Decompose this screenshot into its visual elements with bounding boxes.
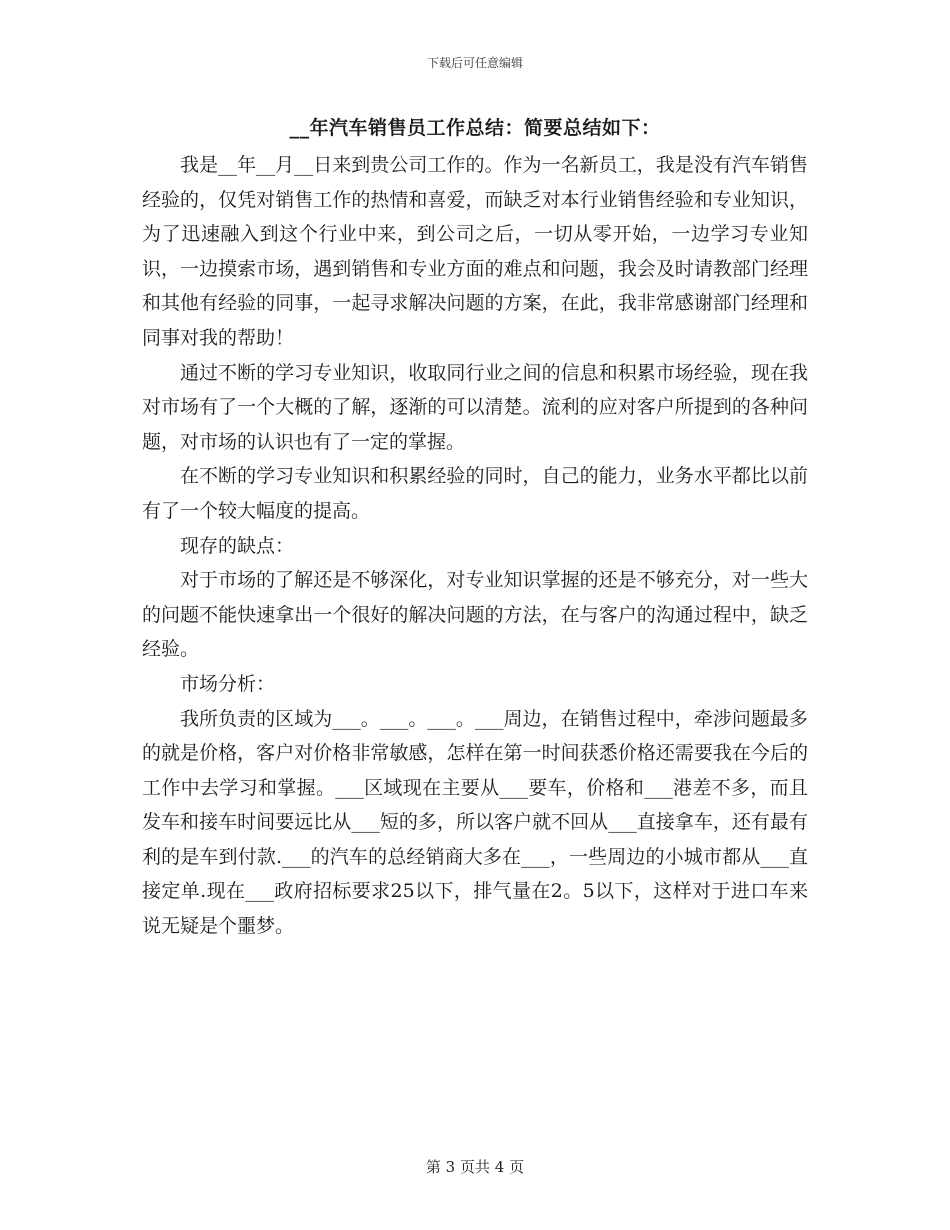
paragraph-learning: 通过不断的学习专业知识，收取同行业之间的信息和积累市场经验，现在我对市场有了一个大概的了解，逐渐的可以清楚。流利的应对客户所提到的各种问题，对市场的认识也有了一定的掌握。 [142,361,808,453]
header-note: 下载后可任意编辑 [426,56,523,70]
paragraph-shortcomings: 对于市场的了解还是不够深化，对专业知识掌握的还是不够充分，对一些大的问题不能快速拿出一个很好的解决问题的方法，在与客户的沟通过程中，缺乏经验。 [142,569,808,661]
page-number-footer: 第 3 页共 4 页 [425,1158,525,1176]
section-heading-market-analysis: 市场分析： [180,672,276,695]
section-heading-shortcomings: 现存的缺点： [180,534,295,557]
paragraph-market-analysis: 我所负责的区域为___。___。___。___周边，在销售过程中，牵涉问题最多的就是价格，客户对价格非常敏感，怎样在第一时间获悉价格还需要我在今后的工作中去学习和掌握。___区域现在主要从___要车，价格和___港差不多，而且发车和接车时间要远比从___短的多，所以客户就不回从___直接拿车，还有最有利的是车到付款.___的汽车的总经销商大多在___，一些周边的小城市都从___直接定单.现在___政府招标要求25以下，排气量在2。5以下，这样对于进口车来说无疑是个噩梦。 [142,707,808,938]
paragraph-intro: 我是__年__月__日来到贵公司工作的。作为一名新员工，我是没有汽车销售经验的，仅凭对销售工作的热情和喜爱，而缺乏对本行业销售经验和专业知识，为了迅速融入到这个行业中来，到公司之后，一切从零开始，一边学习专业知识，一边摸索市场，遇到销售和专业方面的难点和问题，我会及时请教部门经理和其他有经验的同事，一起寻求解决问题的方案，在此，我非常感谢部门经理和同事对我的帮助！ [142,154,808,349]
document-title: __年汽车销售员工作总结：简要总结如下： [289,117,661,139]
paragraph-improvement: 在不断的学习专业知识和积累经验的同时，自己的能力，业务水平都比以前有了一个较大幅度的提高。 [142,465,808,522]
document-body [142,148,808,944]
